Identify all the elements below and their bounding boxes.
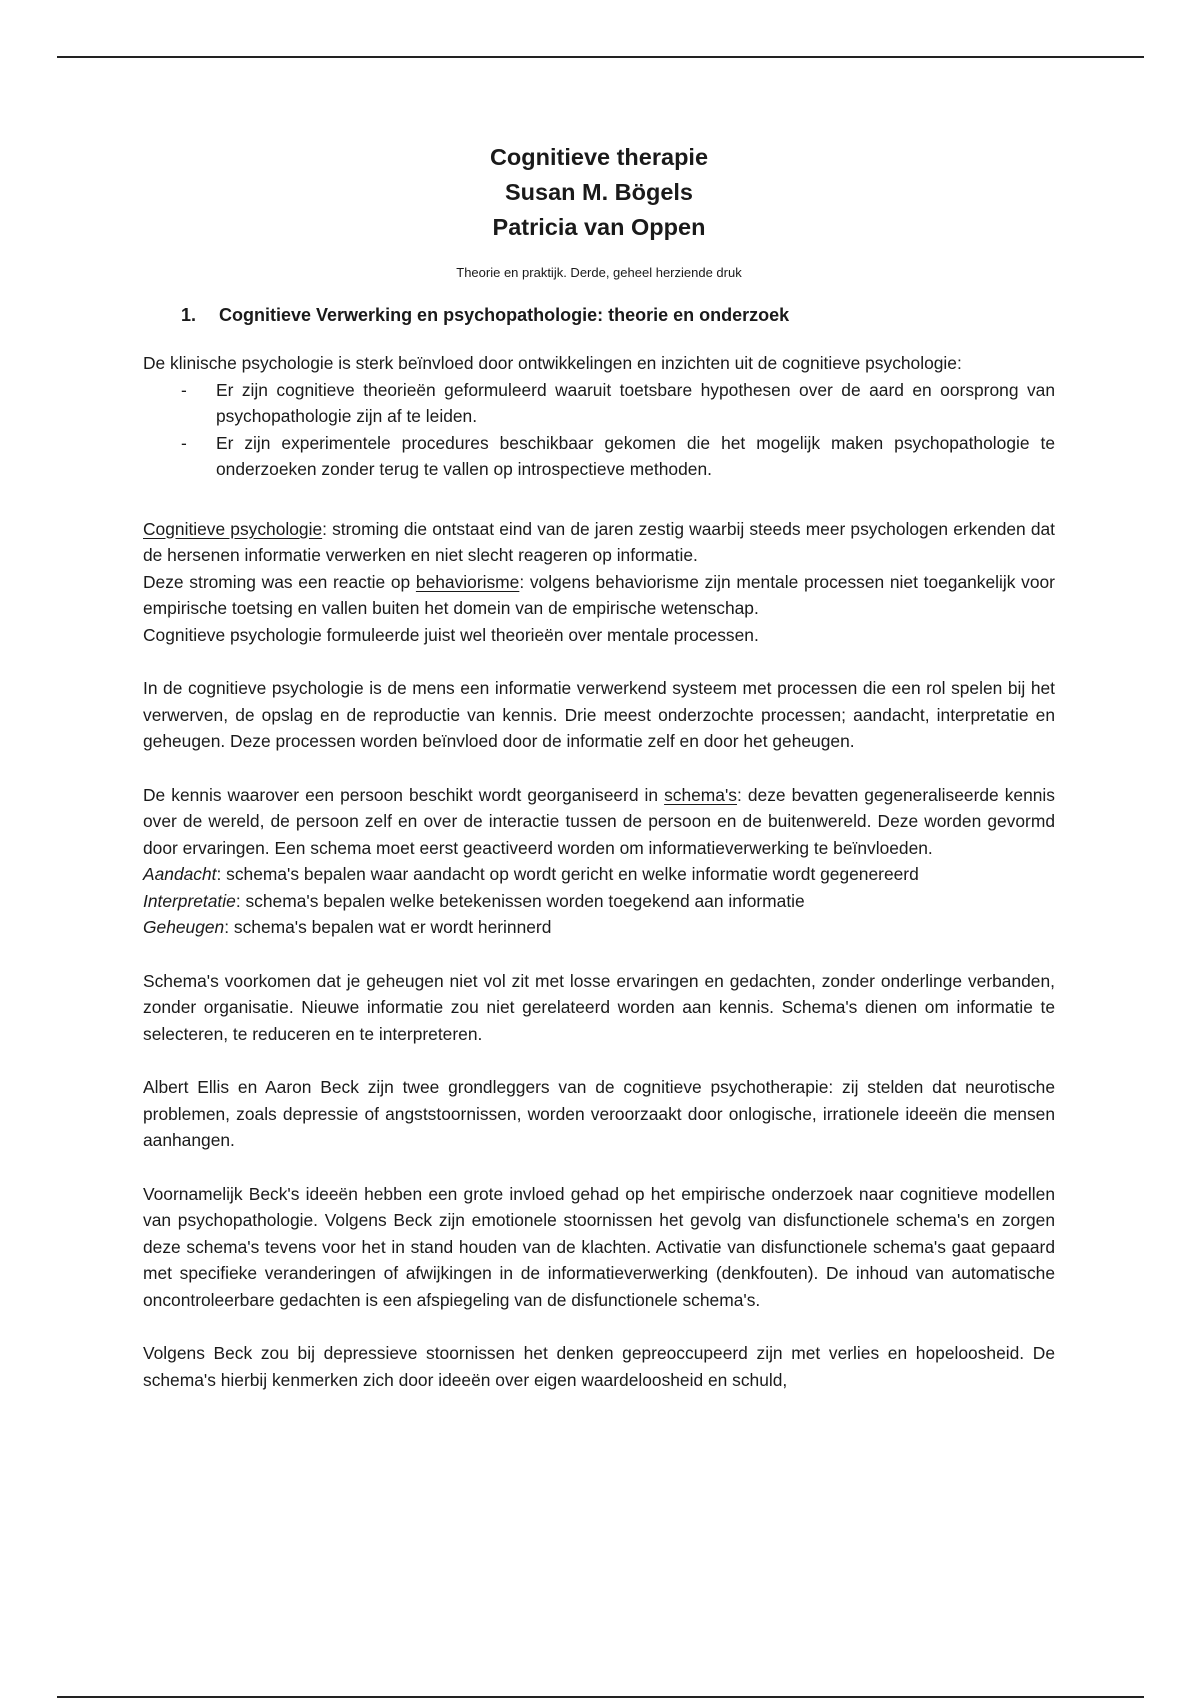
paragraph-depression: Volgens Beck zou bij depressieve stoornissen het denken gepreoccupeerd zijn met verlies en hopeloosheid. De schema's hierbij kenmerken zich door ideeën over eigen waardeloosheid en schuld, — [143, 1343, 1055, 1390]
intro-paragraph: De klinische psychologie is sterk beïnvloed door ontwikkelingen en inzichten uit de cognitieve psychologie: — [143, 353, 962, 373]
paragraph-schema-function: Schema's voorkomen dat je geheugen niet vol zit met losse ervaringen en gedachten, zonder onderlinge verbanden, zonder organisatie. Nieuwe informatie zou niet gerelateerd worden aan kennis. Schema's dienen om informatie te selecteren, te reduceren en te interpreteren. — [143, 970, 1055, 1044]
paragraph-beck-ideas: Voornamelijk Beck's ideeën hebben een grote invloed gehad op het empirische onderzoek naar cognitieve modellen van psychopathologie. Volgens Beck zijn emotionele stoornissen het gevolg van disfunctionele schema's en zorgen deze schema's tevens voor het in stand houden van de klachten. Activatie van disfunctionele schema's gaat gepaard met specifieke veranderingen of afwijkingen in de informatieverwerking (denkfouten). De inhoud van automatische oncontroleerbare gedachten is een afspiegeling van de disfunctionele schema's. — [143, 1183, 1055, 1310]
bullet-dash: - — [181, 432, 187, 453]
paragraph-text: Cognitieve psychologie formuleerde juist wel theorieën over mentale processen. — [143, 624, 759, 645]
paragraph-schemas — [143, 782, 1055, 941]
bullet-text: Er zijn cognitieve theorieën geformuleerd waaruit toetsbare hypothesen over de aard en oorsprong van psychopathologie zijn af te leiden. — [216, 379, 1055, 426]
label-aandacht: Aandacht — [143, 864, 217, 884]
list-item — [143, 430, 1055, 483]
bullet-dash: - — [181, 379, 187, 400]
section-number: 1. — [181, 305, 197, 325]
label-geheugen: Geheugen — [143, 917, 225, 937]
term-behaviorisme: behaviorisme — [415, 571, 520, 592]
paragraph-ellis-beck: Albert Ellis en Aaron Beck zijn twee grondleggers van de cognitieve psychotherapie: zij stelden dat neurotische problemen, zoals depressie of angststoornissen, worden veroorzaakt door onlogische, irrationele ideeën die mensen aanhangen. — [143, 1077, 1055, 1150]
title-block — [143, 140, 1055, 245]
document-subtitle: Theorie en praktijk. Derde, geheel herziende druk — [456, 265, 742, 280]
author-1: Susan M. Bögels — [504, 179, 694, 205]
label-interpretatie: Interpretatie — [143, 890, 236, 911]
top-rule — [57, 56, 1144, 58]
list-item — [143, 377, 1055, 430]
document-title: Cognitieve therapie — [489, 144, 709, 170]
paragraph-cognitive-psychology — [143, 516, 1055, 649]
paragraph-text: : schema's bepalen wat er wordt herinnerd — [224, 917, 552, 937]
paragraph-text: : stroming die ontstaat eind van de jaren zestig waarbij steeds meer psychologen erkenden dat de hersenen informatie verwerken en niet slecht reageren op informatie. — [143, 518, 1055, 565]
paragraph-text: : deze bevatten gegeneraliseerde kennis over de wereld, de persoon zelf en over de interactie tussen de persoon en de buitenwereld. Deze worden gevormd door ervaringen. Een schema moet eerst geactiveerd worden om informatieverwerking te beïnvloeden. — [143, 784, 1055, 858]
document-page — [143, 140, 1055, 1393]
paragraph-text: Deze stroming was een reactie op — [143, 571, 416, 592]
bullet-text: Er zijn experimentele procedures beschikbaar gekomen die het mogelijk maken psychopathologie te onderzoeken zonder terug te vallen op introspectieve methoden. — [216, 432, 1055, 479]
paragraph-text: De kennis waarover een persoon beschikt wordt georganiseerd in — [143, 784, 665, 805]
author-2: Patricia van Oppen — [492, 214, 706, 240]
term-schemas: schema's — [664, 784, 737, 805]
paragraph-text: : schema's bepalen waar aandacht op wordt gericht en welke informatie wordt gegenereerd — [216, 864, 919, 884]
section-title: Cognitieve Verwerking en psychopathologie: theorie en onderzoek — [219, 305, 790, 325]
section-heading — [181, 303, 1055, 327]
paragraph-information-processing: In de cognitieve psychologie is de mens een informatie verwerkend systeem met processen die een rol spelen bij het verwerven, de opslag en de reproductie van kennis. Drie meest onderzochte processen; aandacht, interpretatie en geheugen. Deze processen worden beïnvloed door de informatie zelf en door het geheugen. — [143, 678, 1055, 751]
bullet-list — [143, 377, 1055, 483]
paragraph-text: : volgens behaviorisme zijn mentale processen niet toegankelijk voor empirische toetsing en vallen buiten het domein van de empirische wetenschap. — [143, 571, 1055, 618]
bottom-rule — [57, 1696, 1144, 1698]
term-cognitieve-psychologie: Cognitieve psychologie — [143, 518, 323, 539]
paragraph-text: : schema's bepalen welke betekenissen worden toegekend aan informatie — [235, 890, 805, 911]
